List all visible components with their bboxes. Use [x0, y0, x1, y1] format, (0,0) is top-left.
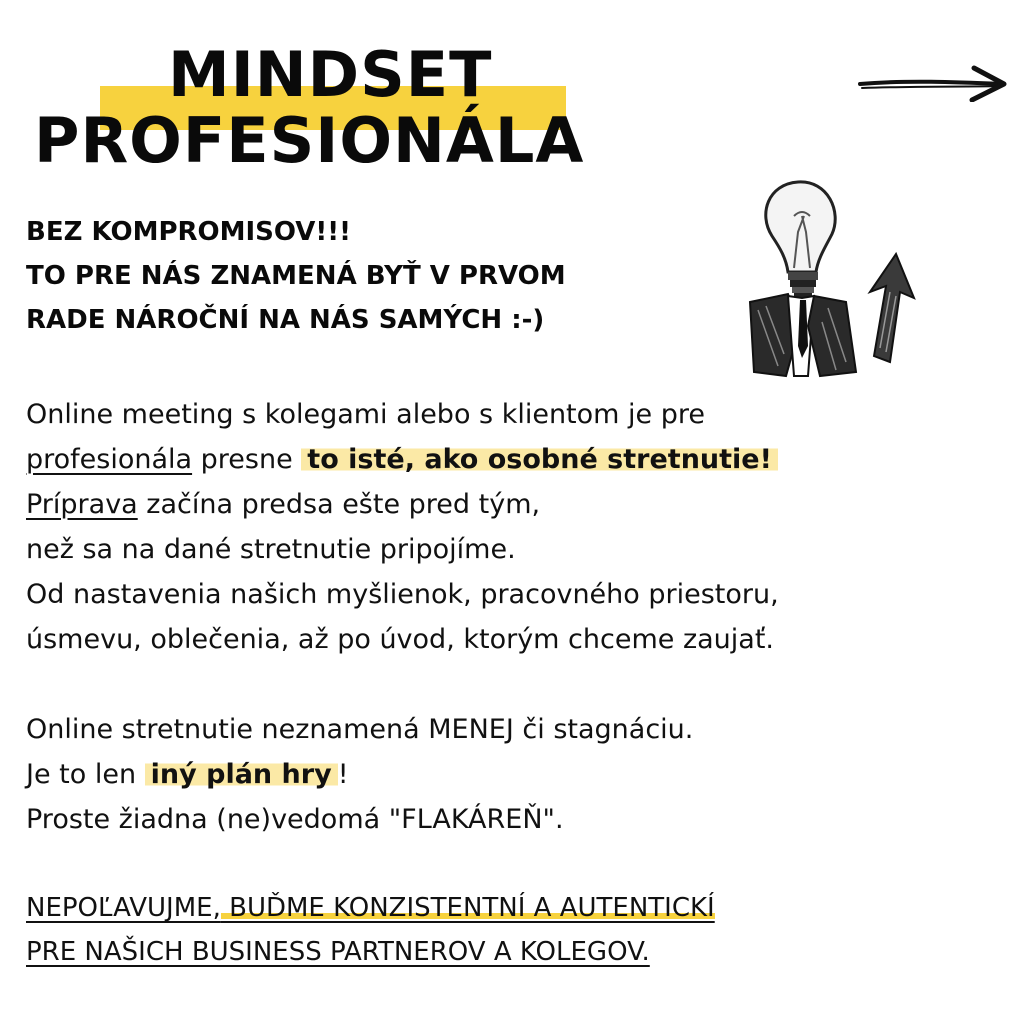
para2-line-2 — [26, 752, 779, 797]
closing-line-1 — [26, 886, 715, 930]
para1-line-2 — [26, 437, 779, 482]
intro-line-1: BEZ KOMPROMISOV!!! — [26, 217, 351, 247]
title-line-1: MINDSET — [168, 38, 493, 111]
para1-line-4: než sa na dané stretnutie pripojíme. — [26, 534, 516, 565]
paragraph-gap — [26, 662, 779, 707]
closing-statement — [26, 886, 715, 974]
closing-line-1-b: BUĎME KONZISTENTNÍ A AUTENTICKÍ — [220, 893, 715, 923]
body-text — [26, 392, 779, 842]
closing-line-1-a: NEPOĽAVUJME, — [26, 893, 221, 923]
para2-line-1: Online stretnutie neznamená MENEJ či stagnáciu. — [26, 714, 694, 745]
para1-line-2-text: presne — [192, 444, 302, 475]
profesionala-link[interactable]: profesionála — [26, 444, 193, 475]
closing-line-2-text: PRE NAŠICH BUSINESS PARTNEROV A KOLEGOV. — [26, 937, 650, 967]
para2-line-2-text: Je to len — [26, 759, 145, 790]
para1-line-3-text: začína predsa ešte pred tým, — [137, 489, 541, 520]
closing-line-2 — [26, 930, 715, 974]
intro-line-3: RADE NÁROČNÍ NA NÁS SAMÝCH :-) — [26, 305, 545, 335]
priprava-link[interactable]: Príprava — [26, 489, 138, 520]
para2-line-2-end: ! — [337, 759, 349, 790]
title-line-2: PROFESIONÁLA — [34, 104, 585, 177]
highlight-same-as-meeting: to isté, ako osobné stretnutie! — [301, 444, 778, 475]
para1-line-6: úsmevu, oblečenia, až po úvod, ktorým chceme zaujať. — [26, 624, 775, 655]
right-arrow-icon — [856, 62, 1012, 102]
para1-line-3 — [26, 482, 779, 527]
para1-line-5: Od nastavenia našich myšlienok, pracovného priestoru, — [26, 579, 779, 610]
intro-block — [26, 210, 566, 342]
intro-line-2: TO PRE NÁS ZNAMENÁ BYŤ V PRVOM — [26, 261, 566, 291]
para1-line-1: Online meeting s kolegami alebo s klientom je pre — [26, 399, 705, 430]
lightbulb-head-businessman-icon — [728, 176, 924, 386]
highlight-game-plan: iný plán hry — [145, 759, 338, 790]
para2-line-3: Proste žiadna (ne)vedomá "FLAKÁREŇ". — [26, 804, 564, 835]
